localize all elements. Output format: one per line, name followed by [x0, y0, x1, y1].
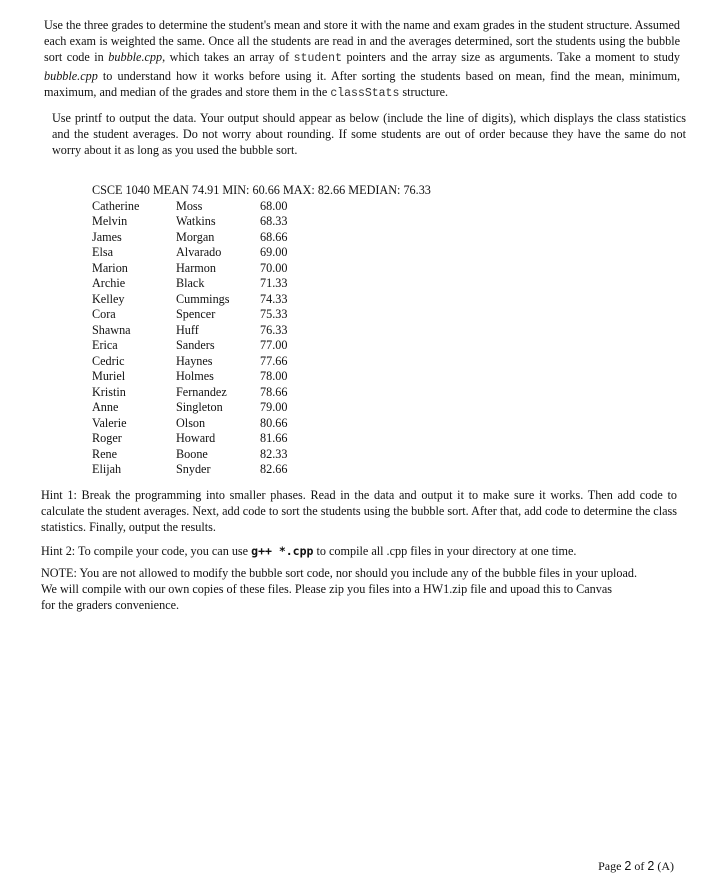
student-first-name: Archie [92, 276, 126, 290]
student-row [92, 276, 472, 292]
student-average: 78.66 [260, 384, 288, 399]
student-first-name: Cedric [92, 353, 125, 368]
student-first-name: Muriel [92, 369, 126, 383]
student-first-name: Erica [92, 338, 118, 352]
bubble-cpp-filename: bubble.cpp [108, 50, 163, 65]
student-first-name: Anne [92, 400, 119, 414]
student-average: 68.66 [260, 229, 288, 244]
student-average: 79.00 [260, 400, 288, 414]
note-line-2: We will compile with our own copies of these files. Please zip you files into a HW1.zip file and upoad this to Canvas [41, 582, 613, 597]
student-last-name: Haynes [176, 353, 213, 368]
student-average: 69.00 [260, 245, 288, 259]
student-last-name: Snyder [176, 462, 211, 476]
student-row [92, 338, 472, 354]
student-average: 75.33 [260, 307, 288, 321]
hint-1-paragraph: Hint 1: Break the programming into smaller phases. Read in the data and output it to make sure it works. Then add code to calculate the student averages. Next, add code to sort the students using the bubble sort. After that, add code to determine the class statistics. Finally, output the results. [41, 488, 677, 535]
student-row [92, 292, 472, 308]
student-first-name: Cora [92, 307, 116, 321]
page-number: 2 [624, 859, 632, 873]
intro-text-5: structure. [399, 84, 449, 99]
student-last-name: Huff [176, 322, 199, 337]
sample-output [92, 183, 472, 478]
of-word: of [634, 859, 645, 873]
student-average: 77.66 [260, 353, 288, 368]
intro-text-1: Use the three grades to determine the student's mean and store it with the name and exam grades in the student structure. Assumed each exam is weighted the same. Once all the students are read in and the averages determined, sort the students using the bubble sort code in [44, 18, 680, 65]
printf-paragraph: Use printf to output the data. Your output should appear as below (include the line of digits), which displays the class statistics and the student averages. Do not worry about rounding. If some students are out of order because they have the same do not worry about it as long as you used the bubble sort. [52, 111, 686, 158]
student-first-name: Elijah [92, 462, 122, 476]
student-first-name: Melvin [92, 214, 128, 228]
student-last-name: Boone [176, 446, 208, 461]
student-first-name: Marion [92, 260, 128, 275]
student-last-name: Moss [176, 198, 203, 213]
student-code-term: student [293, 52, 342, 66]
intro-paragraph [44, 17, 680, 102]
student-first-name: Rene [92, 446, 118, 461]
total-pages: 2 [647, 859, 655, 873]
sample-output-header: CSCE 1040 MEAN 74.91 MIN: 60.66 MAX: 82.66 MEDIAN: 76.33 [92, 183, 431, 197]
student-row [92, 354, 472, 370]
note-line-3: for the graders convenience. [41, 598, 180, 613]
student-row [92, 261, 472, 277]
page-word: Page [598, 859, 622, 873]
student-row [92, 416, 472, 432]
student-average: 82.33 [260, 446, 288, 461]
student-row [92, 307, 472, 323]
student-last-name: Holmes [176, 369, 214, 383]
intro-text-2: , which takes an array of [162, 50, 294, 65]
student-average: 81.66 [260, 431, 288, 445]
intro-text-4: to understand how it works before using it. After sorting the students based on mean, find the mean, minimum, maximum, and median of the grades and store them in the [44, 68, 680, 99]
student-last-name: Alvarado [176, 245, 222, 259]
student-last-name: Spencer [176, 307, 216, 321]
student-last-name: Watkins [176, 214, 216, 228]
student-row [92, 400, 472, 416]
student-first-name: Kristin [92, 384, 126, 399]
hint-2-paragraph [41, 543, 677, 559]
student-last-name: Cummings [176, 291, 230, 306]
student-average: 78.00 [260, 369, 288, 383]
student-row [92, 462, 472, 478]
student-average: 82.66 [260, 462, 288, 476]
student-first-name: Catherine [92, 198, 140, 213]
student-average: 74.33 [260, 291, 288, 306]
compile-command: g++ *.cpp [251, 544, 314, 558]
intro-text-3: pointers and the array size as arguments. Take a moment to study [341, 50, 680, 65]
student-row [92, 230, 472, 246]
student-first-name: Shawna [92, 322, 131, 337]
student-average: 68.00 [260, 198, 288, 213]
student-average: 68.33 [260, 214, 288, 228]
hint-2-text-after: to compile all .cpp files in your directory at one time. [313, 544, 577, 558]
student-average: 71.33 [260, 276, 288, 290]
student-last-name: Sanders [176, 338, 215, 352]
student-last-name: Howard [176, 431, 216, 445]
bubble-cpp-filename-2: bubble.cpp [44, 68, 98, 83]
student-last-name: Fernandez [176, 384, 227, 399]
student-last-name: Black [176, 276, 205, 290]
classstats-code-term: classStats [330, 86, 400, 100]
sample-output-rows [92, 199, 472, 478]
student-last-name: Harmon [176, 260, 216, 275]
student-first-name: Kelley [92, 291, 125, 306]
student-row [92, 431, 472, 447]
student-last-name: Morgan [176, 229, 215, 244]
hint-2-text-before: Hint 2: To compile your code, you can use [41, 544, 252, 558]
note-paragraph [41, 565, 681, 614]
page-footer [598, 859, 674, 874]
student-last-name: Olson [176, 415, 206, 430]
student-average: 77.00 [260, 338, 288, 352]
student-row [92, 323, 472, 339]
note-line-1: NOTE: You are not allowed to modify the bubble sort code, nor should you include any of the bubble files in your upload. [41, 566, 638, 580]
student-average: 80.66 [260, 415, 288, 430]
student-row [92, 245, 472, 261]
student-row [92, 447, 472, 463]
student-row [92, 214, 472, 230]
student-average: 70.00 [260, 260, 288, 275]
student-first-name: Valerie [92, 415, 127, 430]
student-first-name: James [92, 229, 122, 244]
student-row [92, 369, 472, 385]
student-last-name: Singleton [176, 400, 223, 414]
student-average: 76.33 [260, 322, 288, 337]
student-first-name: Elsa [92, 245, 113, 259]
student-row [92, 385, 472, 401]
page-suffix: (A) [657, 859, 674, 873]
student-row [92, 199, 472, 215]
student-first-name: Roger [92, 431, 122, 445]
